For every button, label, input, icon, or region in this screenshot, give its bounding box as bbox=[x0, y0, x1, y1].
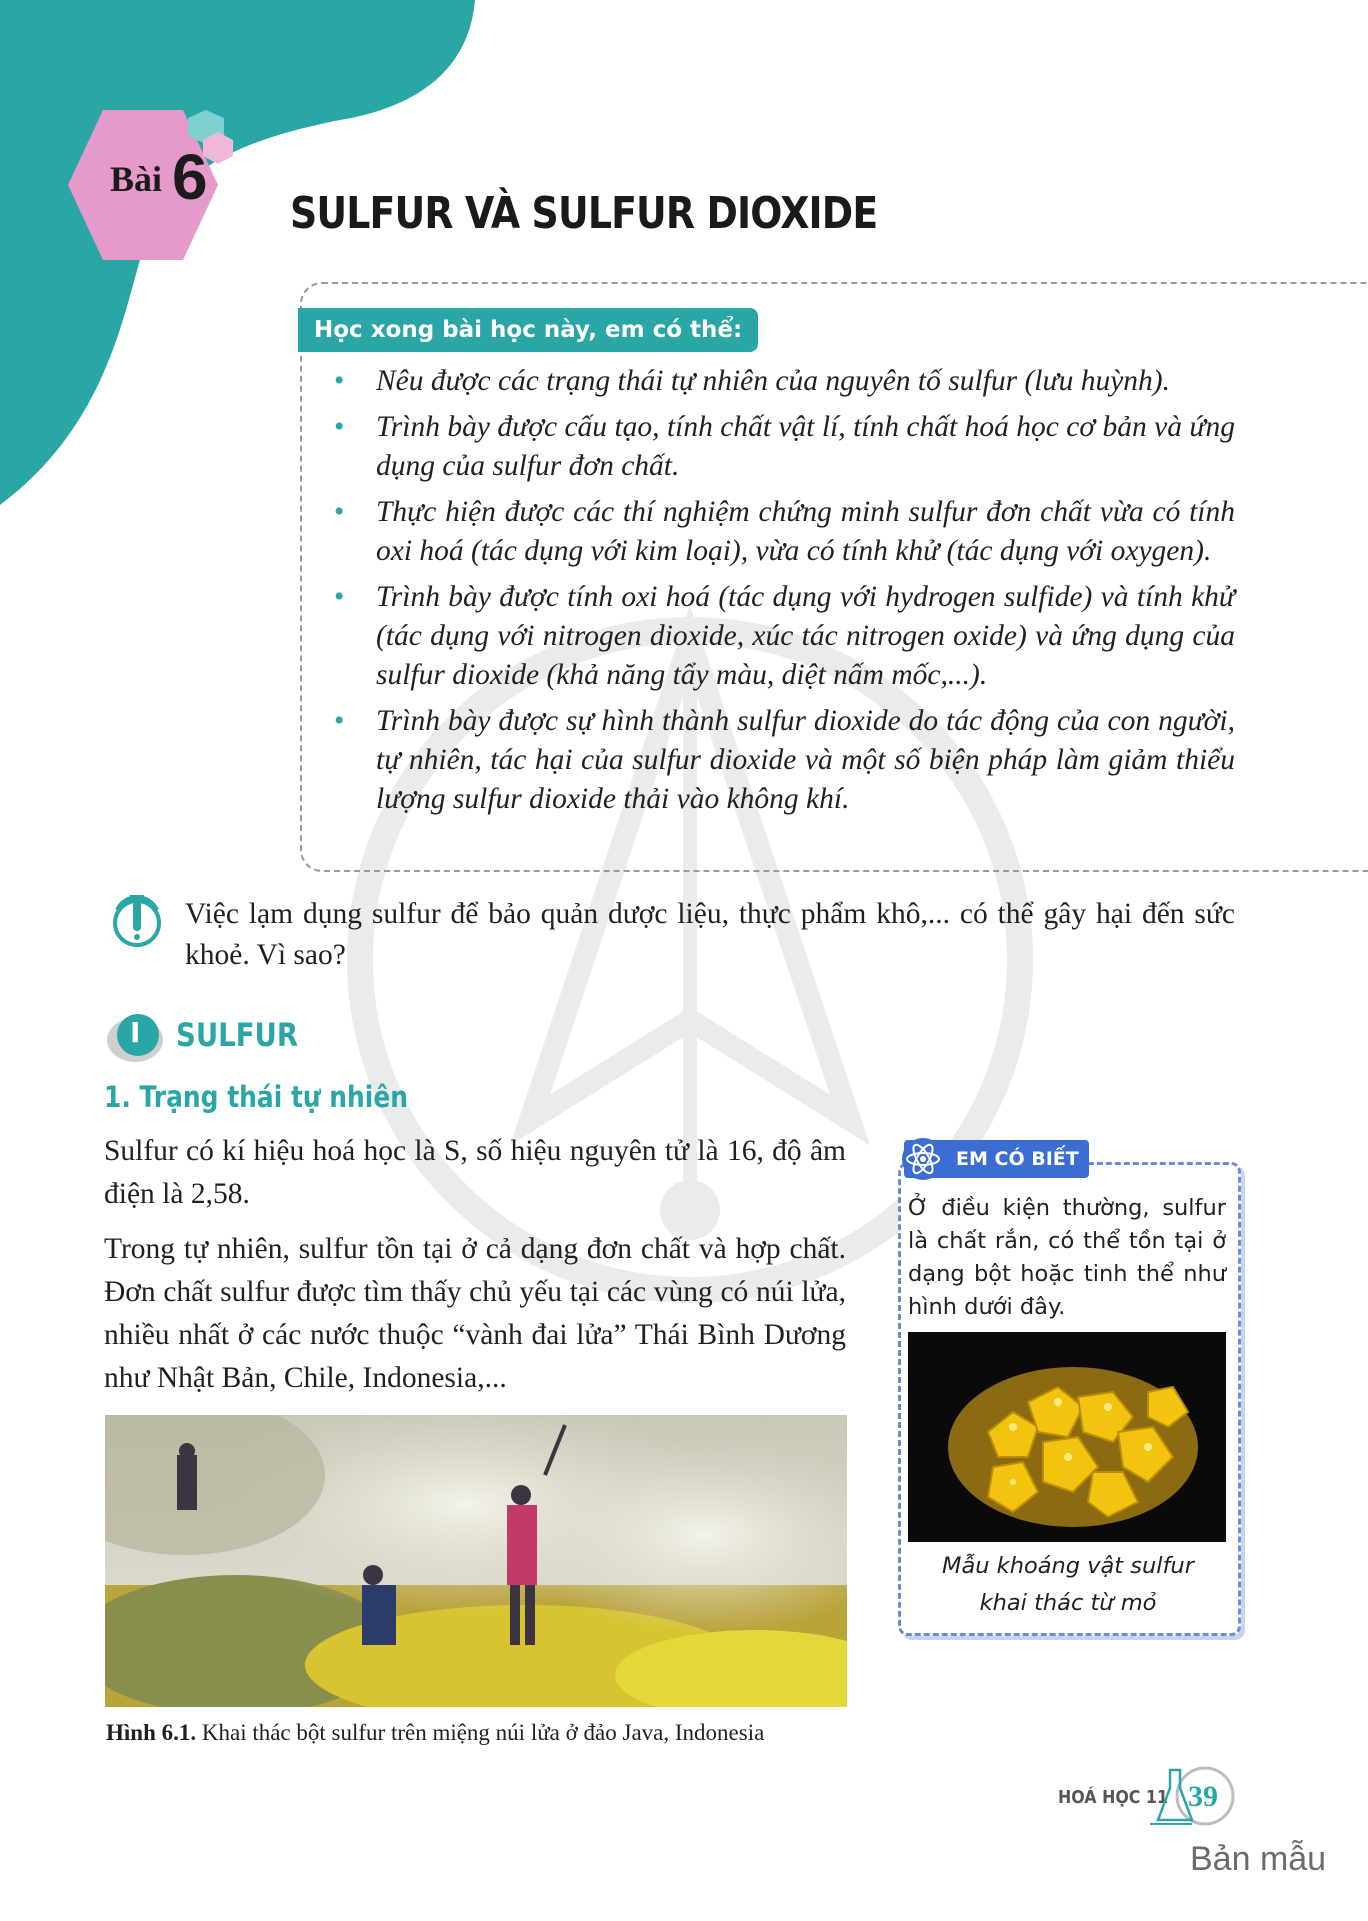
lesson-number: 6 bbox=[172, 141, 208, 213]
footer-subject: HOÁ HỌC 11 bbox=[1058, 1787, 1168, 1808]
goals-list bbox=[330, 362, 1235, 826]
paragraph: Sulfur có kí hiệu hoá học là S, số hiệu nguyên tử là 16, độ âm điện là 2,58. bbox=[104, 1135, 846, 1210]
goal-item: • Nêu được các trạng thái tự nhiên của nguyên tố sulfur (lưu huỳnh). bbox=[330, 362, 1235, 401]
goal-item: • Trình bày được sự hình thành sulfur dioxide do tác động của con người, tự nhiên, tác hại của sulfur dioxide và một số biện pháp làm giảm thiểu lượng sulfur dioxide thải vào không khí. bbox=[330, 702, 1235, 819]
draft-label: Bản mẫu bbox=[1190, 1840, 1327, 1878]
crystal-caption-line: khai thác từ mỏ bbox=[979, 1590, 1157, 1616]
figure-caption bbox=[106, 1720, 866, 1746]
volcano-mining-photo bbox=[105, 1415, 847, 1707]
figure-label: Hình 6.1. bbox=[106, 1720, 197, 1745]
goal-item: • Trình bày được tính oxi hoá (tác dụng với hydrogen sulfide) và tính khử (tác dụng với nitrogen dioxide, xúc tác nitrogen oxide) và ứng dụng của sulfur dioxide (khả năng tẩy màu, diệt nấm mốc,...). bbox=[330, 578, 1235, 695]
lesson-label: Bài bbox=[110, 159, 163, 199]
intro-question: Việc lạm dụng sulfur để bảo quản dược liệu, thực phẩm khô,... có thể gây hại đến sức khoẻ. Vì sao? bbox=[185, 898, 1235, 971]
crystal-caption-line: Mẫu khoáng vật sulfur bbox=[942, 1553, 1194, 1579]
goal-item: • Trình bày được cấu tạo, tính chất vật lí, tính chất hoá học cơ bản và ứng dụng của sulfur đơn chất. bbox=[330, 408, 1235, 486]
atom-icon bbox=[900, 1136, 946, 1182]
flask-question-icon bbox=[112, 892, 162, 948]
section-title: SULFUR bbox=[176, 1016, 299, 1054]
goals-heading: Học xong bài học này, em có thể: bbox=[298, 308, 758, 352]
did-you-know-text: Ở điều kiện thường, sulfur là chất rắn, có thể tồn tại ở dạng bột hoặc tinh thể như hình dưới đây. bbox=[908, 1195, 1226, 1320]
page-number: 39 bbox=[1188, 1780, 1218, 1813]
page-title: SULFUR VÀ SULFUR DIOXIDE bbox=[290, 188, 878, 239]
sulfur-crystal-photo bbox=[908, 1332, 1226, 1542]
crystal-caption bbox=[900, 1548, 1236, 1622]
paragraph: Trong tự nhiên, sulfur tồn tại ở cả dạng đơn chất và hợp chất. Đơn chất sulfur được tìm thấy chủ yếu tại các vùng có núi lửa, nhiều nhất ở các nước thuộc “vành đai lửa” Thái Bình Dương như Nhật Bản, Chile, Indonesia,... bbox=[104, 1233, 846, 1394]
figure-caption-text: Khai thác bột sulfur trên miệng núi lửa ở đảo Java, Indonesia bbox=[196, 1720, 765, 1745]
subsection-title: 1. Trạng thái tự nhiên bbox=[104, 1080, 409, 1114]
goal-item: • Thực hiện được các thí nghiệm chứng minh sulfur đơn chất vừa có tính oxi hoá (tác dụng với kim loại), vừa có tính khử (tác dụng với oxygen). bbox=[330, 493, 1235, 571]
did-you-know-badge: EM CÓ BIẾT bbox=[904, 1140, 1089, 1178]
section-numeral: I bbox=[130, 1016, 141, 1049]
